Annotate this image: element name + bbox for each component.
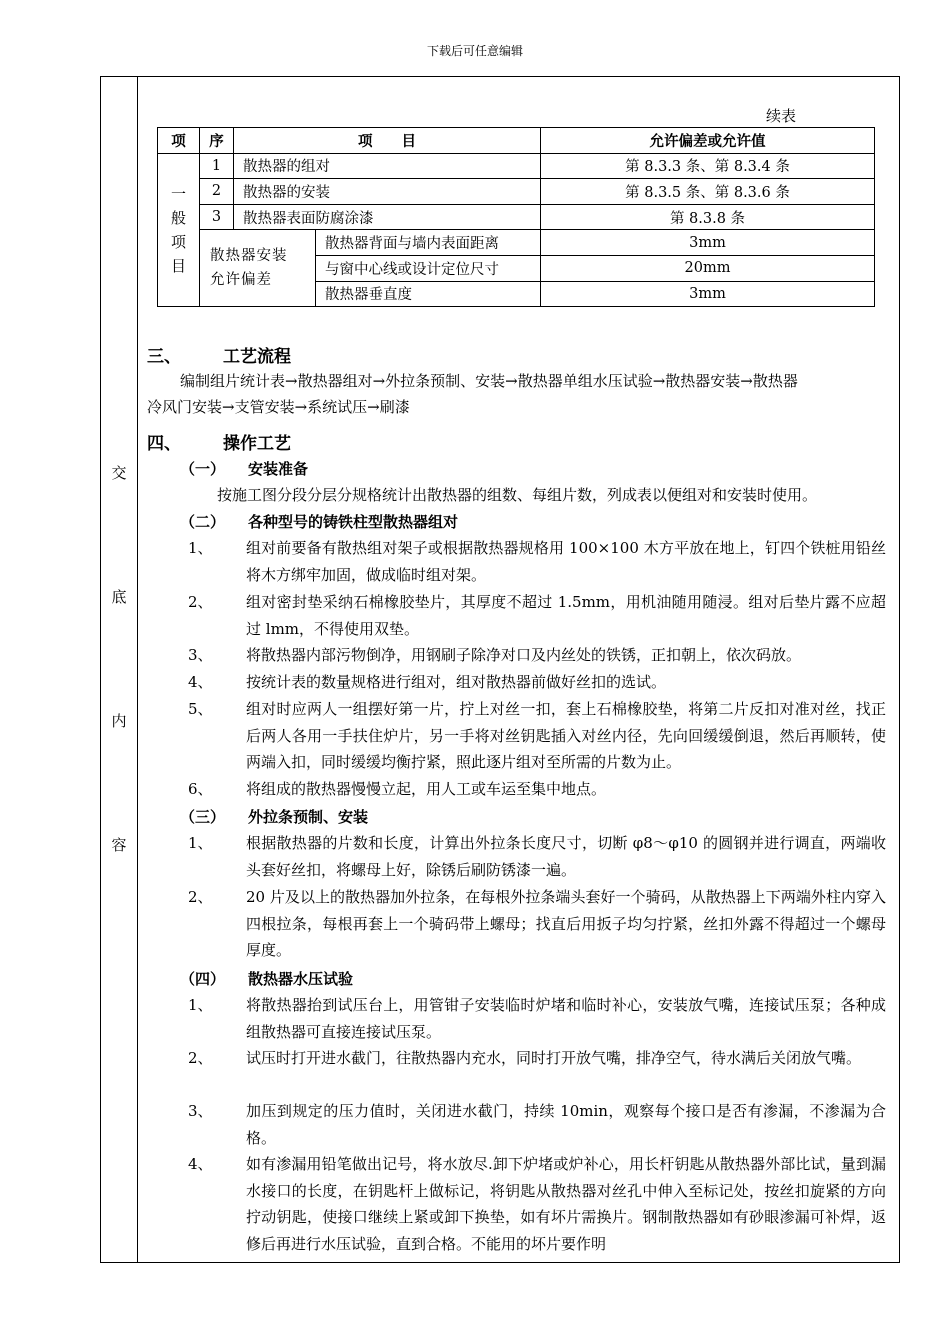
seq-cell: 2 bbox=[200, 179, 234, 205]
table-row bbox=[158, 204, 875, 230]
header-cell: 项 目 bbox=[234, 128, 541, 154]
item-text: 试压时打开进水截门，往散热器内充水，同时打开放气嘴，排净空气，待水满后关闭放气嘴。 bbox=[246, 1049, 862, 1067]
header-cell: 项 bbox=[158, 128, 200, 154]
item-text: 加压到规定的压力值时，关闭进水截门，持续 10min，观察每个接口是否有渗漏，不渗漏为合格。 bbox=[246, 1102, 886, 1147]
header-cell: 序 bbox=[200, 128, 234, 154]
item-number: 6、 bbox=[188, 780, 213, 798]
section-number: 四、 bbox=[147, 434, 181, 454]
process-flow-line: 冷风门安装→支管安装→系统试压→刷漆 bbox=[147, 398, 410, 416]
left-label-char: 内 bbox=[111, 712, 127, 730]
table-caption: 续表 bbox=[766, 107, 797, 125]
section-number: 三、 bbox=[147, 347, 181, 367]
subsection-number: （三） bbox=[180, 808, 226, 826]
item-number: 2、 bbox=[188, 1049, 213, 1067]
value-cell: 第 8.3.8 条 bbox=[541, 204, 875, 230]
item-cell: 散热器表面防腐涂漆 bbox=[234, 204, 541, 230]
list-item bbox=[138, 1151, 900, 1261]
item-number: 4、 bbox=[188, 673, 213, 691]
subsection-title: 外拉条预制、安装 bbox=[248, 808, 369, 826]
item-cell: 散热器的安装 bbox=[234, 179, 541, 205]
item-cell: 与窗中心线或设计定位尺寸 bbox=[316, 255, 541, 281]
section-3-heading bbox=[147, 342, 291, 367]
item-number: 3、 bbox=[188, 646, 213, 664]
value-cell: 20mm bbox=[541, 255, 875, 281]
subsection-number: （二） bbox=[180, 513, 226, 531]
seq-cell: 1 bbox=[200, 153, 234, 179]
subsection-heading bbox=[180, 806, 368, 827]
item-number: 1、 bbox=[188, 996, 213, 1014]
section-4-heading bbox=[147, 429, 291, 454]
value-cell: 3mm bbox=[541, 281, 875, 307]
left-label-char: 容 bbox=[111, 836, 127, 854]
tolerance-table bbox=[157, 127, 875, 307]
subsection-number: （四） bbox=[180, 970, 226, 988]
item-number: 3、 bbox=[188, 1102, 213, 1120]
item-cell: 散热器背面与墙内表面距离 bbox=[316, 230, 541, 256]
table-row bbox=[158, 230, 875, 256]
item-text: 20 片及以上的散热器加外拉条，在每根外拉条端头套好一个骑码，从散热器上下两端外柱内穿入四根拉条，每根再套上一个骑码带上螺母；找直后用扳子均匀拧紧，丝扣外露不得超过一个螺母厚度。 bbox=[246, 888, 886, 959]
item-text: 按统计表的数量规格进行组对，组对散热器前做好丝扣的选试。 bbox=[246, 673, 667, 691]
item-text: 组对时应两人一组摆好第一片，拧上对丝一扣，套上石棉橡胶垫，将第二片反扣对准对丝，找正后两人各用一手扶住炉片，另一手将对丝钥匙插入对丝内径，先向回缓缓倒退，然后再顺转，使两端入扣，同时缓缓均衡拧紧，照此逐片组对至所需的片数为止。 bbox=[246, 700, 886, 771]
subsection-heading bbox=[180, 458, 308, 479]
subgroup-label-cell bbox=[200, 230, 316, 307]
group-label-char: 项 bbox=[170, 232, 186, 251]
subsection-number: （一） bbox=[180, 460, 226, 478]
left-label-column bbox=[100, 76, 138, 1263]
item-number: 2、 bbox=[188, 888, 213, 906]
left-label-char: 底 bbox=[111, 588, 127, 606]
item-text: 根据散热器的片数和长度，计算出外拉条长度尺寸，切断 φ8～φ10 的圆钢并进行调直，两端收头套好丝扣，将螺母上好，除锈后刷防锈漆一遍。 bbox=[246, 834, 886, 879]
content-area bbox=[138, 76, 900, 1263]
item-number: 2、 bbox=[188, 593, 213, 611]
item-cell: 散热器垂直度 bbox=[316, 281, 541, 307]
group-label-char: 一 bbox=[170, 184, 186, 203]
subgroup-label-line: 散热器安装 bbox=[210, 248, 288, 265]
group-label-char: 目 bbox=[170, 256, 186, 275]
item-number: 4、 bbox=[188, 1155, 213, 1173]
item-number: 5、 bbox=[188, 700, 213, 718]
left-label-char: 交 bbox=[111, 464, 127, 482]
process-flow-line: 编制组片统计表→散热器组对→外拉条预制、安装→散热器单组水压试验→散热器安装→散热器 bbox=[180, 372, 798, 390]
subsection-title: 安装准备 bbox=[248, 460, 309, 478]
table-header-row bbox=[158, 128, 875, 154]
item-cell: 散热器的组对 bbox=[234, 153, 541, 179]
subsection-title: 各种型号的铸铁柱型散热器组对 bbox=[248, 513, 459, 531]
section-title: 工艺流程 bbox=[223, 347, 291, 367]
group-label-cell bbox=[158, 153, 200, 307]
page-header: 下载后可任意编辑 bbox=[426, 44, 523, 58]
seq-cell: 3 bbox=[200, 204, 234, 230]
paragraph: 按施工图分段分层分规格统计出散热器的组数、每组片数，列成表以便组对和安装时使用。 bbox=[217, 486, 818, 504]
section-title: 操作工艺 bbox=[223, 434, 291, 454]
value-cell: 第 8.3.5 条、第 8.3.6 条 bbox=[541, 179, 875, 205]
header-cell: 允许偏差或允许值 bbox=[541, 128, 875, 154]
subsection-heading bbox=[180, 968, 353, 989]
subgroup-label-line: 允许偏差 bbox=[210, 272, 272, 289]
item-number: 1、 bbox=[188, 539, 213, 557]
item-text: 组对密封垫采纳石棉橡胶垫片，其厚度不超过 1.5mm，用机油随用随浸。组对后垫片露不应超过 lmm，不得使用双垫。 bbox=[246, 593, 886, 638]
group-label-char: 般 bbox=[170, 208, 186, 227]
item-text: 如有渗漏用铅笔做出记号，将水放尽.卸下炉堵或炉补心，用长杆钥匙从散热器外部比试，量到漏水接口的长度，在钥匙杆上做标记，将钥匙从散热器对丝孔中伸入至标记处，按丝扣旋紧的方向拧动钥匙，使接口继续上紧或卸下换垫，如有坏片需换片。钢制散热器如有砂眼渗漏可补焊，返修后再进行水压试验，直到合格。不能用的坏片要作明 bbox=[246, 1155, 886, 1253]
item-text: 将散热器抬到试压台上，用管钳子安装临时炉堵和临时补心，安装放气嘴，连接试压泵；各种成组散热器可直接连接试压泵。 bbox=[246, 996, 886, 1041]
table-row bbox=[158, 179, 875, 205]
value-cell: 第 8.3.3 条、第 8.3.4 条 bbox=[541, 153, 875, 179]
item-number: 1、 bbox=[188, 834, 213, 852]
item-text: 将组成的散热器慢慢立起，用人工或车运至集中地点。 bbox=[246, 780, 607, 798]
subsection-heading bbox=[180, 511, 458, 532]
subsection-title: 散热器水压试验 bbox=[248, 970, 354, 988]
table-row bbox=[158, 153, 875, 179]
item-text: 将散热器内部污物倒净，用钢刷子除净对口及内丝处的铁锈，正扣朝上，依次码放。 bbox=[246, 646, 802, 664]
value-cell: 3mm bbox=[541, 230, 875, 256]
item-text: 组对前要备有散热组对架子或根据散热器规格用 100×100 木方平放在地上，钉四个铁桩用铅丝将木方绑牢加固，做成临时组对架。 bbox=[246, 539, 886, 584]
